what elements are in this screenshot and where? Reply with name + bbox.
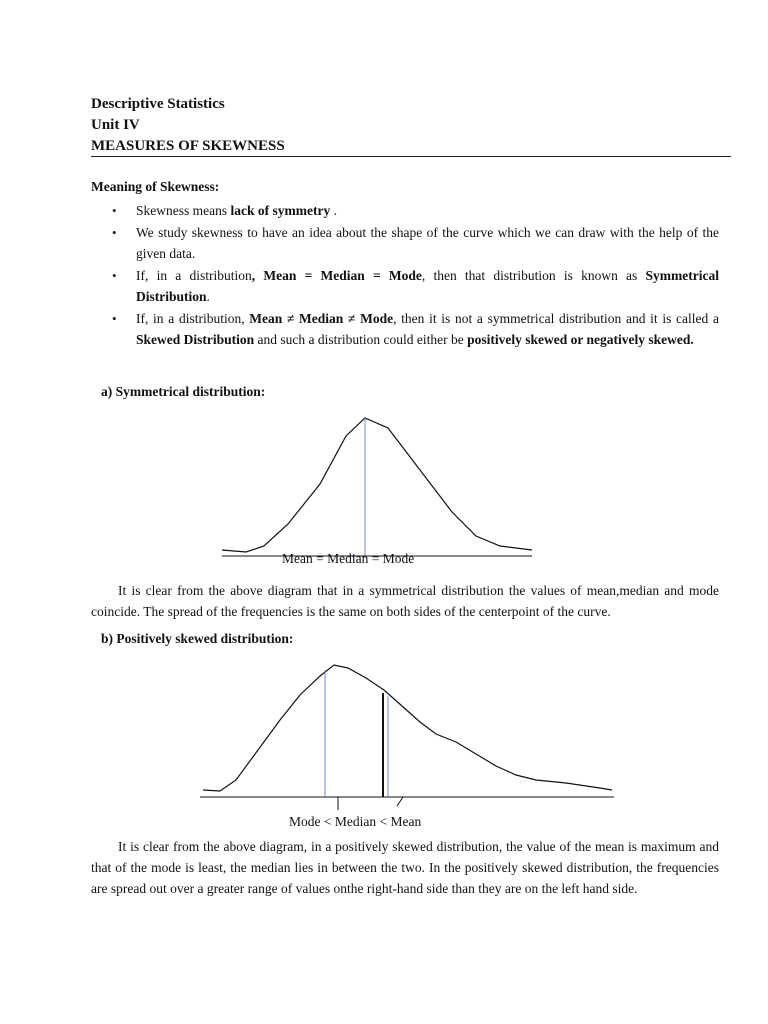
bullet-text: .: [206, 289, 210, 304]
bullet-bold-text: Mean ≠ Median ≠ Mode: [249, 310, 394, 326]
bullet-bold-text: , Mean = Median = Mode: [251, 267, 422, 283]
bullet-bold-text: Skewed Distribution: [136, 332, 255, 347]
positive-label: Mode < Median < Mean: [289, 814, 422, 829]
bullet-dot-icon: •: [112, 267, 117, 283]
bullet-text: If, in a distribution: [136, 267, 252, 283]
header-rule: [91, 156, 731, 157]
symmetrical-paragraph: It is clear from the above diagram that in a symmetrical distribution the values of mean,median and mode coincide. The spread of the frequencies is the same on both sides of the centerpoint of the curve.: [91, 583, 719, 619]
symmetrical-heading: a) Symmetrical distribution:: [101, 384, 266, 399]
bullet-text: , then it is not a symmetrical distribution and it is called a: [393, 310, 719, 326]
document-header: [91, 94, 731, 157]
meaning-bullet-item: [91, 200, 719, 222]
course-title: Descriptive Statistics: [91, 96, 225, 112]
bullet-text: If, in a distribution,: [136, 310, 250, 326]
positive-heading: b) Positively skewed distribution:: [101, 631, 294, 646]
meaning-heading: Meaning of Skewness:: [91, 179, 220, 194]
symmetrical-label: Mean = Median = Mode: [282, 551, 415, 566]
bullet-dot-icon: •: [112, 203, 117, 218]
bullet-dot-icon: •: [112, 224, 117, 240]
mean-tick: [397, 797, 403, 806]
bullet-text: .: [330, 203, 337, 218]
chapter-title: MEASURES OF SKEWNESS: [91, 138, 285, 154]
positive-curve: [203, 665, 612, 791]
symmetrical-curve: [222, 418, 532, 552]
bullet-bold-text: Symmetrical Distribution: [136, 267, 719, 304]
meaning-bullet-list: [91, 200, 719, 351]
meaning-bullet-item: [91, 265, 719, 308]
meaning-bullet-item: [91, 222, 719, 265]
bullet-dot-icon: •: [112, 310, 117, 326]
bullet-text: , then that distribution is known as: [421, 267, 646, 283]
bullet-bold-text: positively skewed or negatively skewed.: [467, 332, 694, 347]
unit-title: Unit IV: [91, 117, 140, 133]
bullet-text: and such a distribution could either be: [254, 332, 468, 347]
meaning-bullet-item: [91, 308, 719, 351]
bullet-bold-text: lack of symmetry: [230, 203, 331, 218]
bullet-text: We study skewness to have an idea about the shape of the curve which we can draw with the help of the given data.: [136, 224, 719, 261]
positive-paragraph: It is clear from the above diagram, in a positively skewed distribution, the value of the mean is maximum and that of the mode is least, the median lies in between the two. In the positively skewed distribution, the frequencies are spread out over a greater range of values onthe right-hand side than they are on the left hand side.: [91, 839, 719, 896]
bullet-text: Skewness means: [136, 203, 231, 218]
